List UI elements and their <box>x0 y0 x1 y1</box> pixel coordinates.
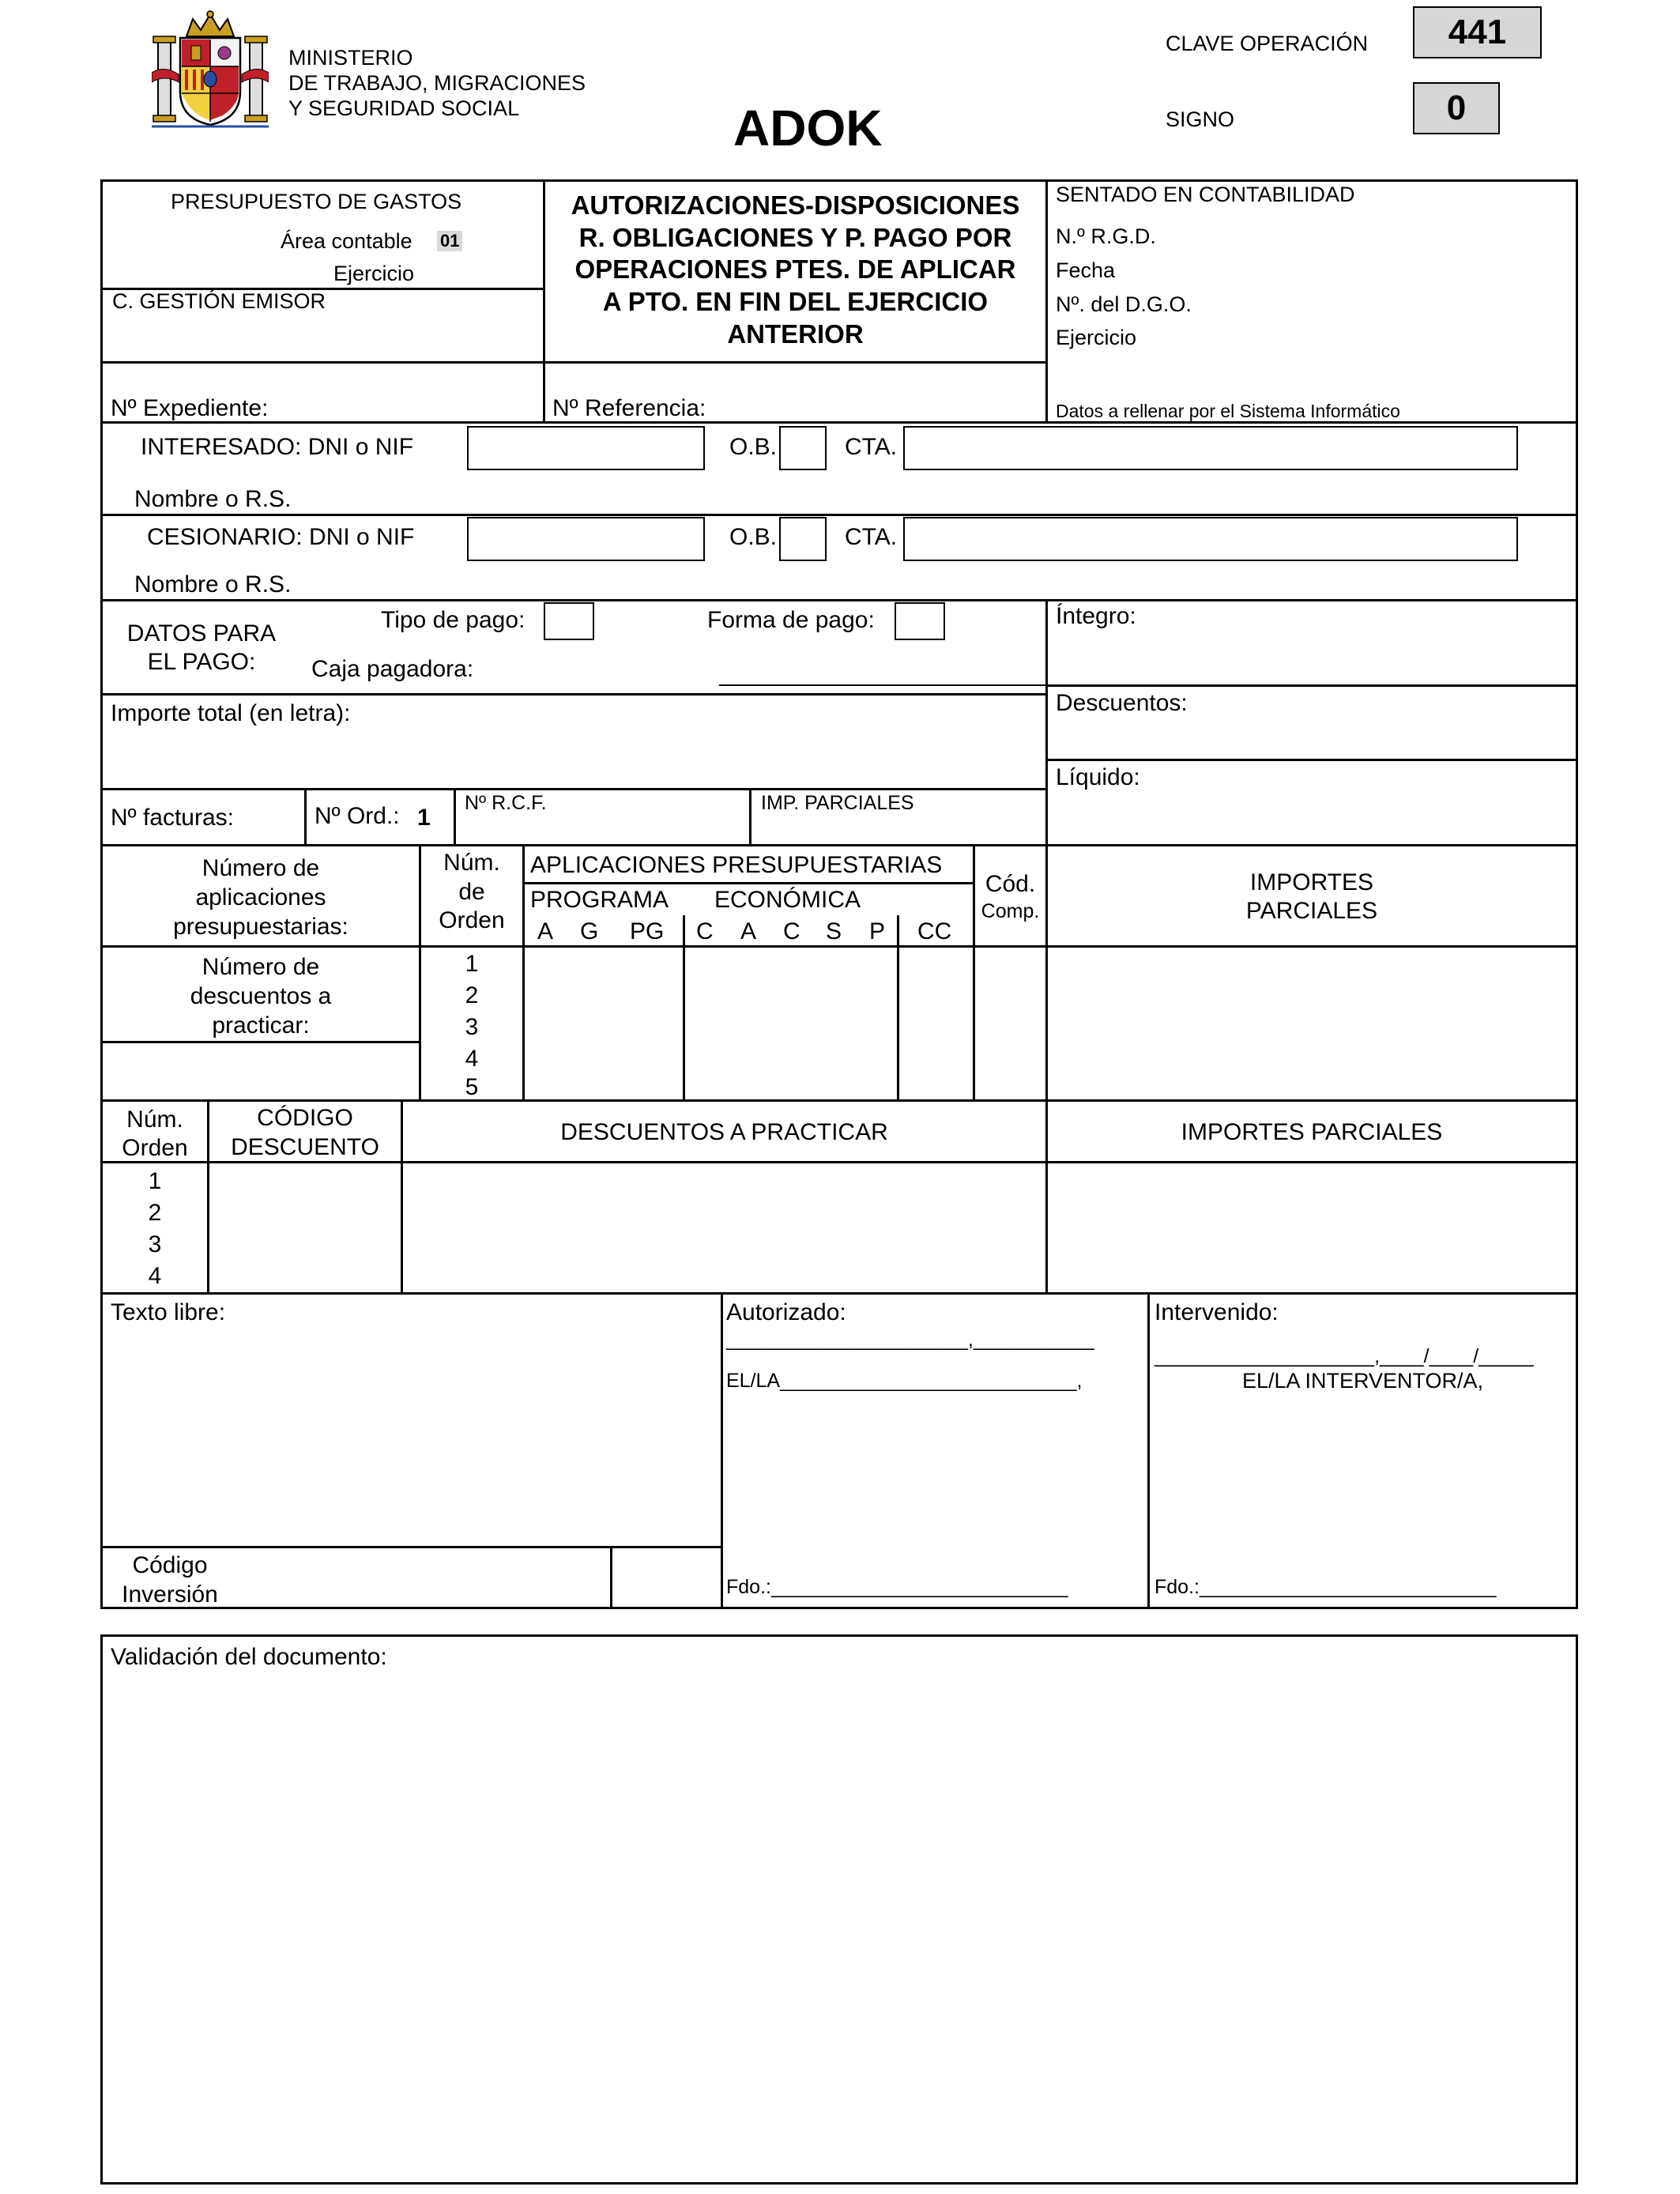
importes-parciales-line-2: PARCIALES <box>1245 898 1378 924</box>
autorizado-label: Autorizado: <box>726 1299 846 1325</box>
col-g: G <box>580 918 599 944</box>
referencia-label: Nº Referencia: <box>552 395 706 421</box>
codigo-descuento-line-2: DESCUENTO <box>231 1134 379 1160</box>
aplic-order-1: 1 <box>465 951 479 977</box>
interesado-cta-field[interactable] <box>903 426 1518 470</box>
importe-letra-label: Importe total (en letra): <box>111 700 351 726</box>
col-p: P <box>869 918 886 944</box>
aplic-order-5: 5 <box>465 1074 479 1100</box>
caja-pagadora-label: Caja pagadora: <box>311 656 474 682</box>
col-cc: CC <box>917 918 952 944</box>
num-ord-label: Nº Ord.: <box>315 803 400 829</box>
interventor-label: EL/LA INTERVENTOR/A, <box>1241 1369 1484 1393</box>
interesado-nombre-label: Nombre o R.S. <box>134 486 292 512</box>
rgd-label: N.º R.G.D. <box>1056 224 1156 248</box>
programa-label: PROGRAMA <box>530 887 669 913</box>
coat-of-arms-logo <box>152 9 269 128</box>
aplicaciones-title: APLICACIONES PRESUPUESTARIAS <box>530 852 943 878</box>
aplic-order-3: 3 <box>465 1014 479 1040</box>
intervenido-lugar-fecha-line: ____________________,____/____/_____ <box>1155 1345 1534 1367</box>
signo-value[interactable]: 0 <box>1413 82 1500 134</box>
codigo-inversion-line-2: Inversión <box>122 1581 218 1608</box>
col-separator <box>683 917 684 945</box>
num-facturas-label: Nº facturas: <box>111 805 235 831</box>
importes-parciales-title: IMPORTES PARCIALES <box>1181 1119 1443 1145</box>
codigo-descuento-line-1: CÓDIGO <box>257 1105 353 1131</box>
cesionario-cta-label: CTA. <box>845 524 898 550</box>
operation-title-line-5: ANTERIOR <box>727 319 864 349</box>
col-a: A <box>537 918 554 944</box>
interesado-ob-label: O.B. <box>729 434 778 460</box>
desc-order-4: 4 <box>148 1263 162 1289</box>
sistema-informatico-note: Datos a rellenar por el Sistema Informático <box>1056 401 1400 421</box>
operation-title-line-3: OPERACIONES PTES. DE APLICAR <box>574 254 1016 284</box>
signo-label: SIGNO <box>1166 107 1235 131</box>
area-contable-value: 01 <box>437 231 462 251</box>
num-desc-line-1: Número de <box>202 954 320 980</box>
col-pg: PG <box>630 918 665 944</box>
imp-parciales-small-label: IMP. PARCIALES <box>761 792 914 814</box>
fecha-label: Fecha <box>1056 258 1116 282</box>
interesado-cta-label: CTA. <box>845 434 898 460</box>
autorizado-el-la-line: EL/LA___________________________, <box>726 1370 1083 1392</box>
gestion-emisor-label: C. GESTIÓN EMISOR <box>112 289 326 313</box>
cesionario-ob-label: O.B. <box>729 524 778 550</box>
ministry-line-2: DE TRABAJO, MIGRACIONES <box>288 71 586 95</box>
num-aplic-line-3: presupuestarias: <box>173 914 348 940</box>
ministry-line-3: Y SEGURIDAD SOCIAL <box>288 96 520 120</box>
cesionario-ob-field[interactable] <box>779 517 827 561</box>
economica-label: ECONÓMICA <box>714 887 861 913</box>
aplic-order-2: 2 <box>465 982 479 1008</box>
num-desc-line-3: practicar: <box>212 1012 310 1039</box>
liquido-label: Líquido: <box>1056 764 1140 790</box>
intervenido-label: Intervenido: <box>1155 1299 1279 1325</box>
num-orden-line-2: de <box>458 879 485 905</box>
num-aplic-line-1: Número de <box>202 855 320 881</box>
col-c: C <box>696 918 714 944</box>
interesado-ob-field[interactable] <box>779 426 827 470</box>
descuentos-label: Descuentos: <box>1056 690 1188 716</box>
importes-parciales-line-1: IMPORTES <box>1249 869 1374 895</box>
num-orden-line-3: Orden <box>439 907 505 933</box>
intervenido-fdo-line: Fdo.:___________________________ <box>1155 1576 1497 1598</box>
desc-num-orden-line-1: Núm. <box>126 1106 183 1133</box>
tipo-pago-field[interactable] <box>544 602 594 640</box>
cesionario-nombre-label: Nombre o R.S. <box>134 571 292 598</box>
num-aplic-line-2: aplicaciones <box>195 884 326 910</box>
sentado-contabilidad-title: SENTADO EN CONTABILIDAD <box>1056 183 1355 206</box>
tipo-pago-label: Tipo de pago: <box>381 607 525 633</box>
ejercicio-label: Ejercicio <box>333 262 415 285</box>
desc-order-1: 1 <box>148 1168 162 1194</box>
dgo-label: Nº. del D.G.O. <box>1056 292 1192 316</box>
document-code-title: ADOK <box>733 100 883 156</box>
cesionario-label: CESIONARIO: DNI o NIF <box>147 524 415 550</box>
autorizado-fdo-line: Fdo.:___________________________ <box>726 1576 1068 1598</box>
expediente-label: Nº Expediente: <box>111 395 269 421</box>
desc-num-orden-line-2: Orden <box>122 1135 188 1161</box>
operation-title-line-2: R. OBLIGACIONES Y P. PAGO POR <box>578 223 1012 252</box>
rcf-label: Nº R.C.F. <box>465 792 547 814</box>
interesado-label: INTERESADO: DNI o NIF <box>141 434 414 460</box>
descuentos-practicar-title: DESCUENTOS A PRACTICAR <box>560 1119 888 1145</box>
contabilidad-ejercicio-label: Ejercicio <box>1056 326 1137 349</box>
operation-title-line-1: AUTORIZACIONES-DISPOSICIONES <box>571 190 1020 220</box>
area-contable-label: Área contable <box>281 229 412 253</box>
col-s: S <box>826 918 842 944</box>
aplic-order-4: 4 <box>465 1046 479 1072</box>
cod-label: Cód. <box>985 871 1036 897</box>
codigo-inversion-line-1: Código <box>132 1552 208 1578</box>
ministry-line-1: MINISTERIO <box>288 46 413 70</box>
integro-label: Íntegro: <box>1056 603 1136 629</box>
forma-pago-field[interactable] <box>895 602 945 640</box>
operation-title-line-4: A PTO. EN FIN DEL EJERCICIO <box>602 287 989 316</box>
datos-pago-line-2: EL PAGO: <box>147 649 256 675</box>
desc-order-2: 2 <box>148 1200 162 1226</box>
comp-label: Comp. <box>981 900 1040 922</box>
texto-libre-label: Texto libre: <box>111 1299 226 1325</box>
forma-pago-label: Forma de pago: <box>707 607 875 633</box>
desc-order-3: 3 <box>148 1231 162 1257</box>
validacion-label: Validación del documento: <box>111 1644 387 1670</box>
col-a2: A <box>740 918 757 944</box>
autorizado-lugar-fecha-line: ______________________,___________ <box>726 1329 1094 1351</box>
clave-operacion-label: CLAVE OPERACIÓN <box>1166 32 1369 55</box>
caja-pagadora-line[interactable] <box>719 684 1045 686</box>
datos-pago-line-1: DATOS PARA <box>126 620 277 647</box>
cesionario-dni-field[interactable] <box>467 517 705 561</box>
num-orden-line-1: Núm. <box>443 850 500 876</box>
cesionario-cta-field[interactable] <box>903 517 1518 561</box>
interesado-dni-field[interactable] <box>467 426 705 470</box>
clave-operacion-value[interactable]: 441 <box>1413 6 1542 58</box>
num-ord-value: 1 <box>417 805 431 831</box>
num-desc-line-2: descuentos a <box>190 983 332 1009</box>
col-c2: C <box>783 918 800 944</box>
presupuesto-gastos-title: PRESUPUESTO DE GASTOS <box>171 190 462 213</box>
